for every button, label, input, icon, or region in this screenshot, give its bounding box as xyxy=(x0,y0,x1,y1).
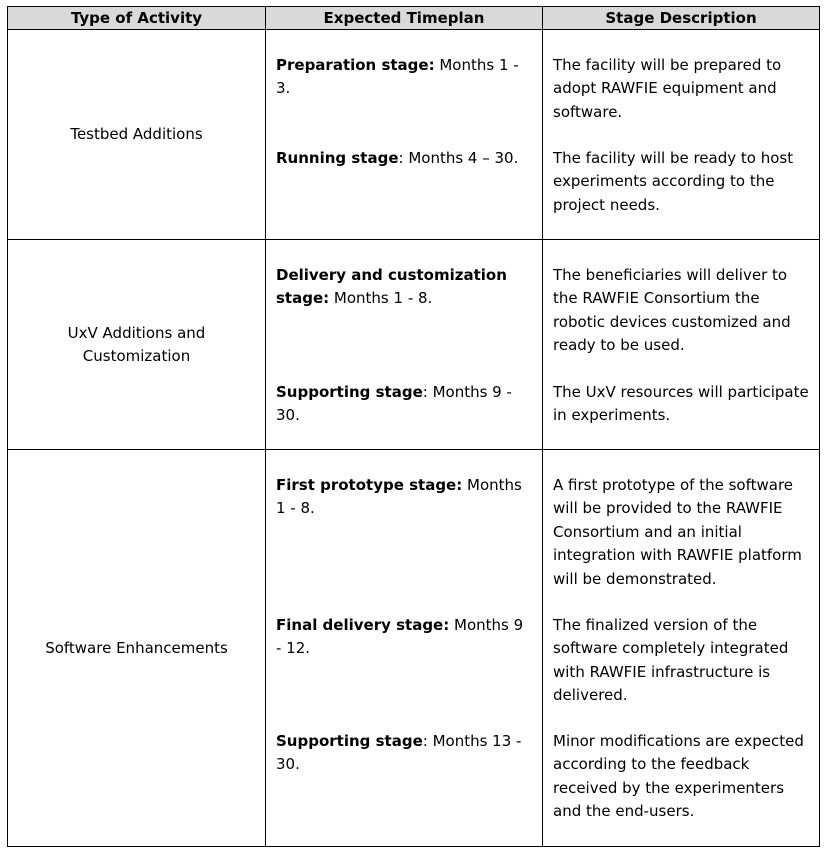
stage-description: The UxV resources will participate in experiments. xyxy=(553,383,809,425)
stage-description: The finalized version of the software completely integrated with RAWFIE infrastructure is delivered. xyxy=(553,616,789,705)
stage-description: The facility will be ready to host experiments according to the project needs. xyxy=(553,149,794,214)
activity-cell xyxy=(8,240,266,450)
timeplan-cell xyxy=(266,450,543,847)
description-cell xyxy=(543,450,820,847)
timeplan-entry xyxy=(266,730,542,777)
stage-period: Months 1 - 3. xyxy=(276,56,519,98)
timeplan-entry xyxy=(266,147,542,170)
stage-name: Supporting stage xyxy=(276,383,423,401)
stage-description: The facility will be prepared to adopt RAWFIE equipment and software. xyxy=(553,56,782,121)
description-cell xyxy=(543,30,820,240)
timeplan-entry xyxy=(266,381,542,428)
stage-period: Months 1 - 8. xyxy=(329,289,433,308)
timeplan-cell xyxy=(266,30,543,240)
stage-name: Preparation stage: xyxy=(276,56,435,74)
description-cell xyxy=(543,240,820,450)
table-row-uxv-additions xyxy=(8,240,820,450)
activity-label: Software Enhancements xyxy=(45,638,228,657)
timeplan-entry xyxy=(266,264,542,311)
activity-cell xyxy=(8,450,266,847)
header-activity: Type of Activity xyxy=(8,7,266,30)
header-row xyxy=(8,7,820,30)
timeplan-entry xyxy=(266,474,542,521)
stage-period: : Months 4 – 30. xyxy=(398,149,519,167)
stage-name: First prototype stage: xyxy=(276,476,463,494)
activity-label-line: UxV Additions and xyxy=(67,323,206,342)
stage-name: Delivery and customization stage: xyxy=(276,266,507,308)
header-timeplan: Expected Timeplan xyxy=(266,7,543,30)
stage-description: The beneficiaries will deliver to the RAWFIE Consortium the robotic devices customized and ready to be used. xyxy=(553,266,791,355)
header-description: Stage Description xyxy=(543,7,820,30)
activity-label: Testbed Additions xyxy=(70,125,203,143)
stage-description: Minor modifications are expected according to the feedback received by the experimenters and the end-users. xyxy=(553,732,804,821)
activity-label-line: Customization xyxy=(82,346,191,365)
stage-name: Supporting stage xyxy=(276,732,423,750)
timeplan-cell xyxy=(266,240,543,450)
stage-period: : Months 9 - 30. xyxy=(276,383,512,425)
stage-period: Months 9 - 12. xyxy=(276,616,524,658)
stage-period: Months 1 - 8. xyxy=(276,476,522,518)
timeplan-entry xyxy=(266,614,542,661)
stage-period: : Months 13 - 30. xyxy=(276,732,522,774)
stage-description: A first prototype of the software will be provided to the RAWFIE Consortium and an initial integration with RAWFIE platform will be demonstrated. xyxy=(553,476,802,588)
table-row-software-enhancements xyxy=(8,450,820,847)
timeplan-entry xyxy=(266,54,542,101)
activity-timeplan-table xyxy=(7,6,820,847)
table-row-testbed-additions xyxy=(8,30,820,240)
activity-cell xyxy=(8,30,266,240)
stage-name: Final delivery stage: xyxy=(276,616,450,634)
stage-name: Running stage xyxy=(276,149,399,167)
